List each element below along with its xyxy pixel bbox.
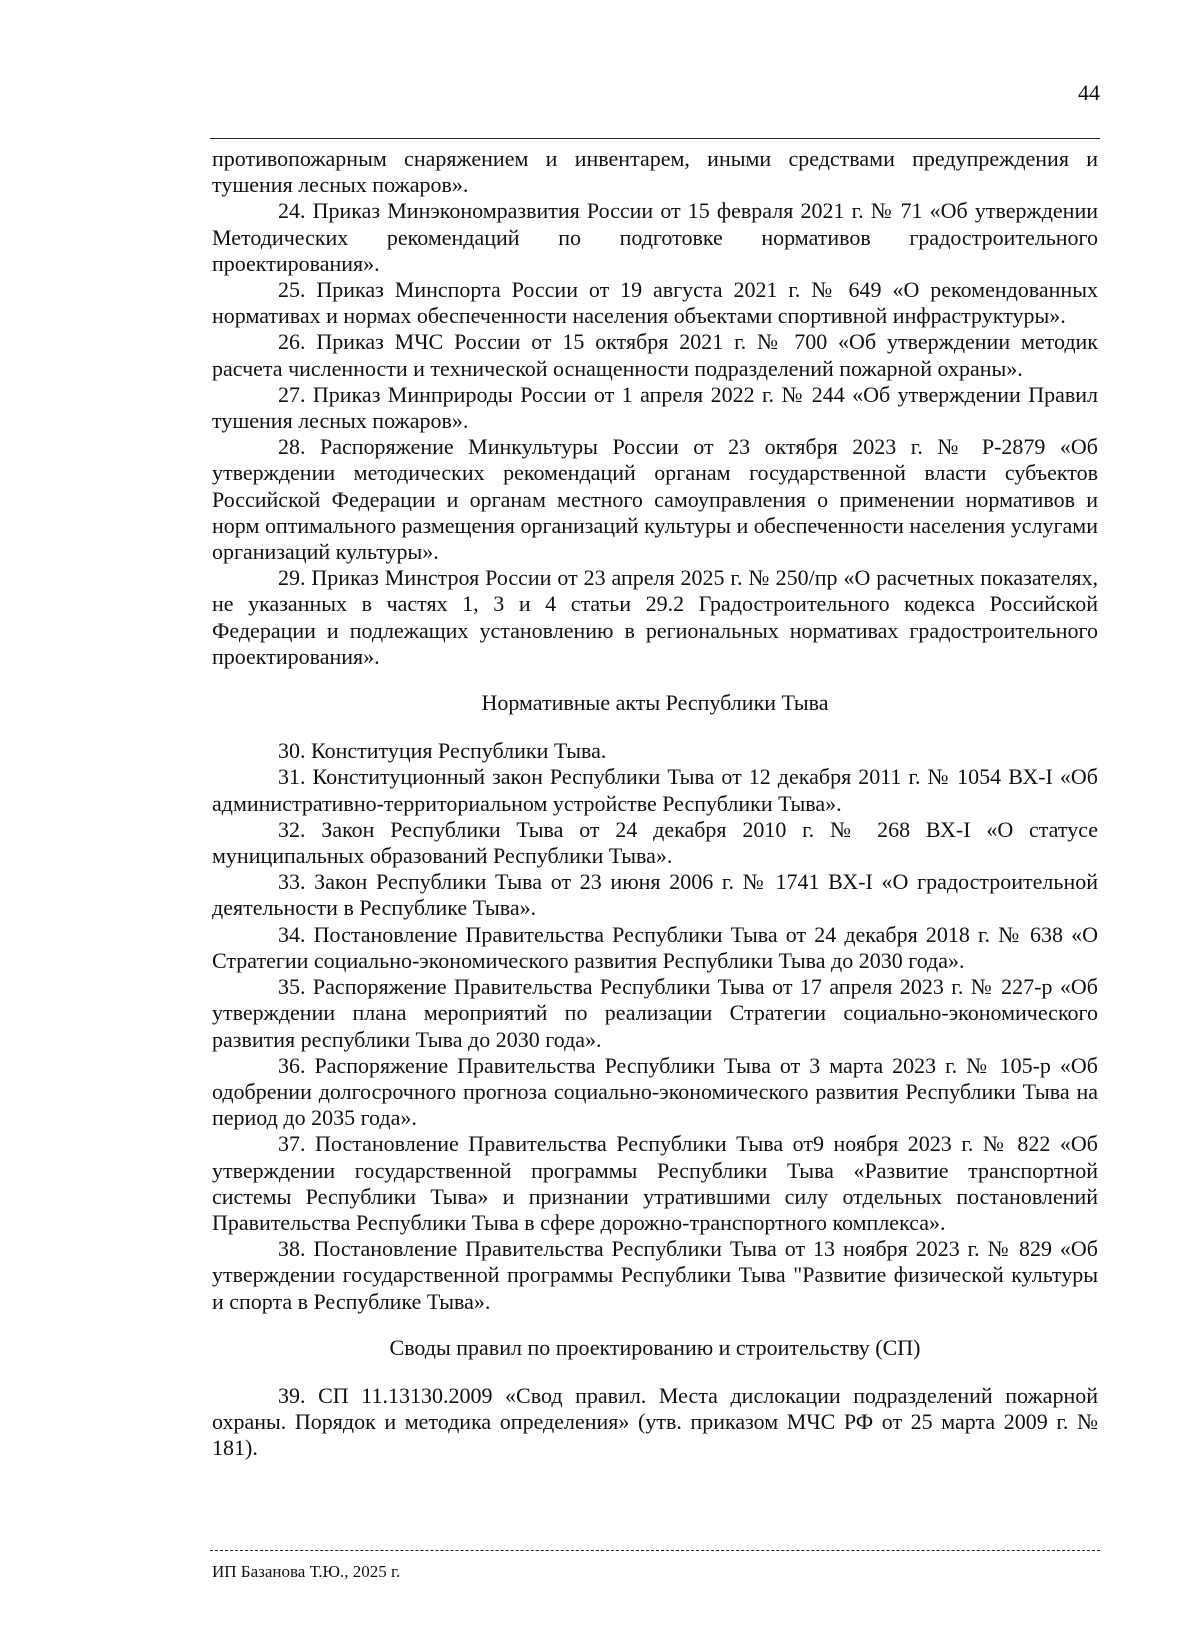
page-number: 44 (1078, 80, 1100, 105)
footer-text: ИП Базанова Т.Ю., 2025 г. (212, 1562, 401, 1581)
list-item-37: 37. Постановление Правительства Республики Тыва от9 ноября 2023 г. № 822 «Об утверждении государственной программы Республики Тыва «Развитие транспортной системы Республики Тыва» и признании утратившими силу отдельных постановлений Правительства Республики Тыва в сфере дорожно-транспортного комплекса». (212, 1131, 1098, 1235)
list-item-27: 27. Приказ Минприроды России от 1 апреля 2022 г. № 244 «Об утверждении Правил тушения лесных пожаров». (212, 381, 1098, 434)
list-item-30: 30. Конституция Республики Тыва. (278, 738, 607, 764)
header-rule (210, 138, 1100, 139)
list-item-39: 39. СП 11.13130.2009 «Свод правил. Места дислокации подразделений пожарной охраны. Порядок и методика определения» (утв. приказом МЧС РФ от 25 марта 2009 г. № 181). (212, 1382, 1098, 1461)
continuation-paragraph: противопожарным снаряжением и инвентарем, иными средствами предупреждения и тушения лесных пожаров». (212, 146, 1098, 198)
section-heading-sp: Своды правил по проектированию и строительству (СП) (389, 1334, 921, 1360)
footer-rule (210, 1550, 1100, 1551)
document-body (212, 146, 1098, 1462)
list-item-32: 32. Закон Республики Тыва от 24 декабря 2010 г. № 268 ВХ-I «О статусе муниципальных образований Республики Тыва». (212, 816, 1098, 869)
list-item-31: 31. Конституционный закон Республики Тыва от 12 декабря 2011 г. № 1054 ВХ-I «Об административно-территориальном устройстве Республики Тыва». (212, 764, 1098, 816)
list-item-26: 26. Приказ МЧС России от 15 октября 2021 г. № 700 «Об утверждении методик расчета численности и технической оснащенности подразделений пожарной охраны». (212, 329, 1098, 381)
list-item-33: 33. Закон Республики Тыва от 23 июня 2006 г. № 1741 ВХ-I «О градостроительной деятельности в Республике Тыва». (212, 869, 1098, 921)
list-item-36: 36. Распоряжение Правительства Республики Тыва от 3 марта 2023 г. № 105-р «Об одобрении долгосрочного прогноза социально-экономического развития Республики Тыва на период до 2035 года». (212, 1052, 1098, 1131)
list-item-35: 35. Распоряжение Правительства Республики Тыва от 17 апреля 2023 г. № 227-р «Об утверждении плана мероприятий по реализации Стратегии социально-экономического развития республики Тыва до 2030 года». (212, 974, 1098, 1052)
list-item-38: 38. Постановление Правительства Республики Тыва от 13 ноября 2023 г. № 829 «Об утверждении государственной программы Республики Тыва "Развитие физической культуры и спорта в Республике Тыва». (212, 1236, 1098, 1314)
list-item-29: 29. Приказ Минстроя России от 23 апреля 2025 г. № 250/пр «О расчетных показателях, не указанных в частях 1, 3 и 4 статьи 29.2 Градостроительного кодекса Российской Федерации и подлежащих установлению в региональных нормативах градостроительного проектирования». (212, 565, 1098, 669)
section-heading-tyva: Нормативные акты Республики Тыва (481, 690, 829, 716)
list-item-24: 24. Приказ Минэкономразвития России от 15 февраля 2021 г. № 71 «Об утверждении Методических рекомендаций по подготовке нормативов градостроительного проектирования». (212, 198, 1098, 276)
list-item-25: 25. Приказ Минспорта России от 19 августа 2021 г. № 649 «О рекомендованных нормативах и нормах обеспеченности населения объектами спортивной инфраструктуры». (212, 277, 1098, 329)
list-item-34: 34. Постановление Правительства Республики Тыва от 24 декабря 2018 г. № 638 «О Стратегии социально-экономического развития Республики Тыва до 2030 года». (212, 921, 1098, 973)
list-item-28: 28. Распоряжение Минкультуры России от 23 октября 2023 г. № Р-2879 «Об утверждении методических рекомендаций органам государственной власти субъектов Российской Федерации и органам местного самоуправления о применении нормативов и норм оптимального размещения организаций культуры и обеспеченности населения услугами организаций культуры». (212, 434, 1098, 565)
